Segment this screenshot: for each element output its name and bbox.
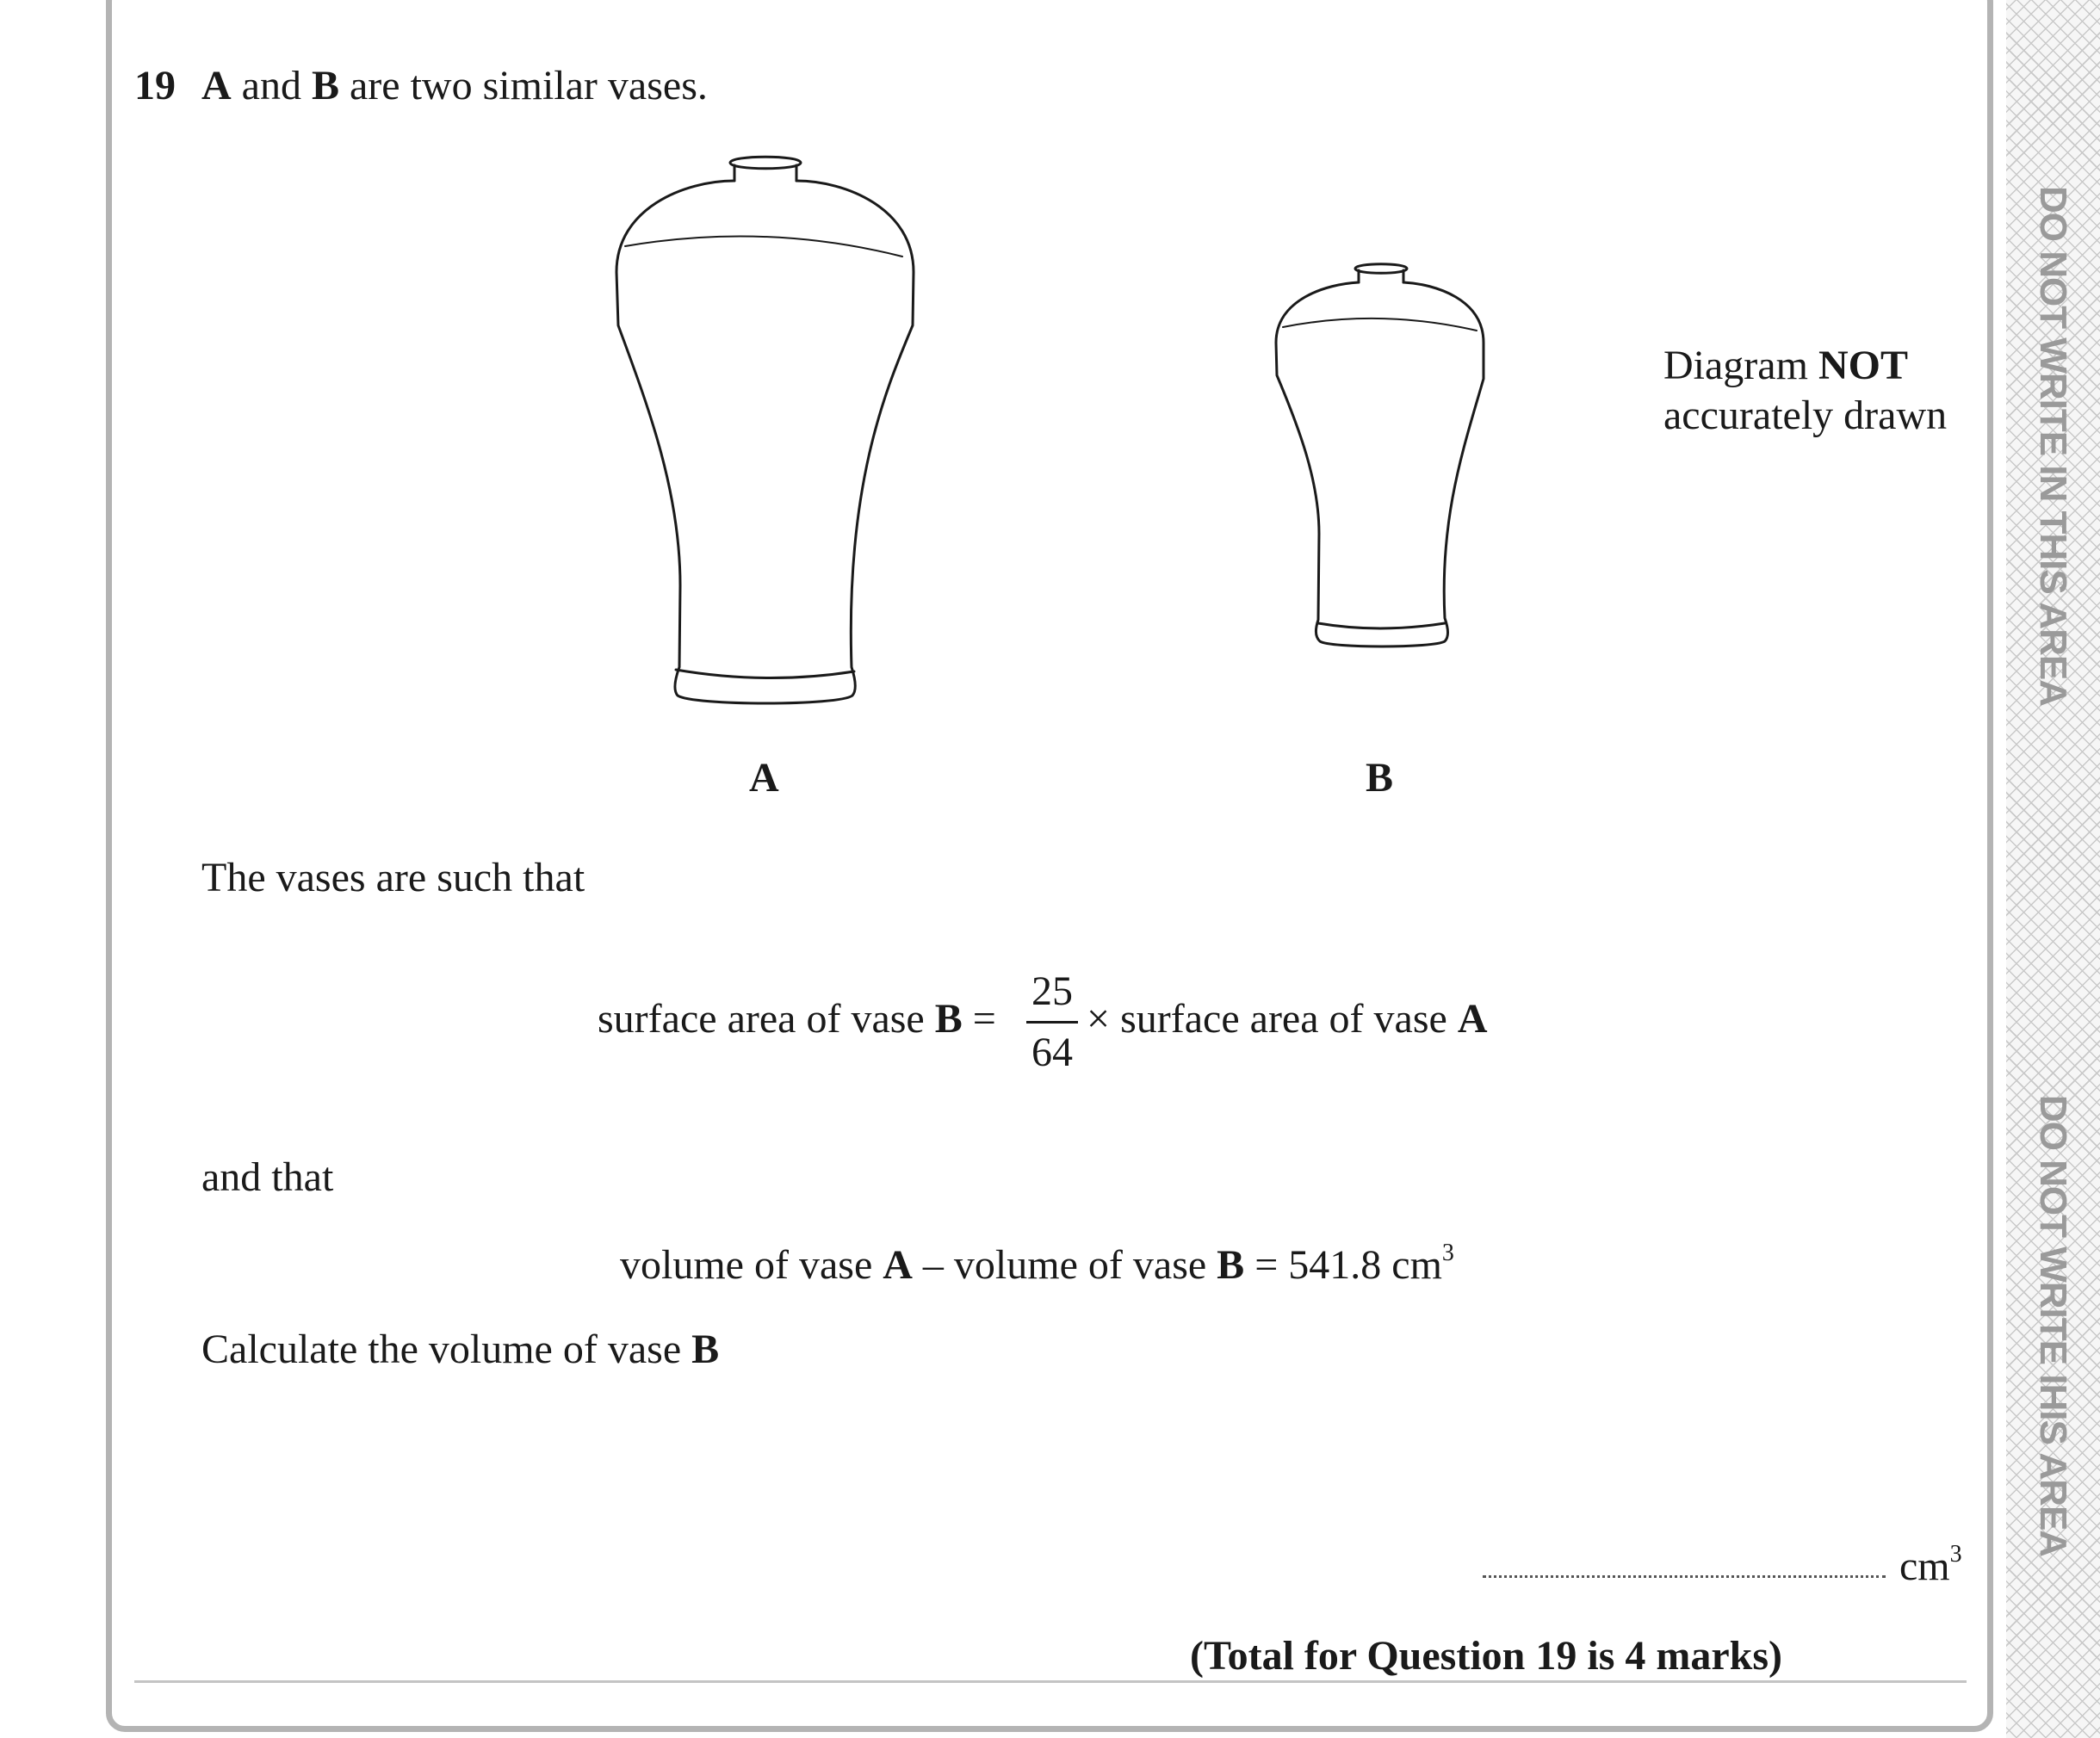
question-total-marks: (Total for Question 19 is 4 marks) <box>1190 1633 1783 1679</box>
answer-unit: $cm^3$ <box>1899 1541 1962 1589</box>
answer-line[interactable] <box>1483 1575 1886 1578</box>
question-intro: A and B are two similar vases. <box>201 63 708 108</box>
surface-area-equation-right: × surface area of vase A <box>1087 996 1488 1042</box>
fraction-bar <box>1026 1021 1078 1024</box>
statement-surface-area: The vases are such that <box>201 855 585 900</box>
ratio-fraction <box>1026 968 1078 1075</box>
bottom-rule <box>134 1680 1967 1683</box>
question-prompt: Calculate the volume of vase B <box>201 1327 720 1372</box>
question-number: 19 <box>134 63 176 108</box>
margin-warning: DO NOT WRITE IHIS AREA <box>2032 1094 2074 1557</box>
vase-b-drawing <box>1276 264 1484 646</box>
vase-b-label: B <box>1366 755 1394 801</box>
statement-volume: and that <box>201 1154 334 1200</box>
fraction-numerator: 25 <box>1031 968 1073 1014</box>
margin-warning: DO NOT WRITE IN THIS AREA <box>2032 185 2074 707</box>
volume-difference-equation: volume of vase A – volume of vase B = 541.8 $cm^3$ <box>620 1240 1454 1288</box>
diagram-note: Diagram NOT accurately drawn <box>1663 343 1948 438</box>
vase-a-drawing <box>616 157 914 703</box>
surface-area-equation-left: surface area of vase B = <box>598 996 996 1042</box>
vase-a-label: A <box>749 755 779 801</box>
fraction-denominator: 64 <box>1031 1030 1073 1075</box>
